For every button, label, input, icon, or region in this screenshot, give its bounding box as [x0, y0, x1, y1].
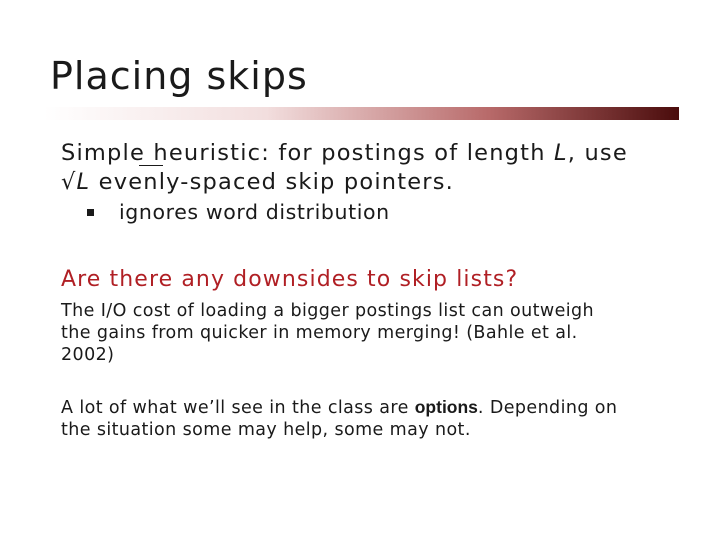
paragraph-io-cost: The I/O cost of loading a bigger postings list can outweigh the gains from quicker in memory merging! (Bahle et al. 2002) — [61, 301, 595, 365]
sqrt-sign: √ — [61, 169, 77, 195]
variable-l-root: L — [76, 169, 91, 195]
variable-l: L — [554, 140, 568, 166]
options-emphasis: options — [414, 397, 478, 417]
square-bullet-icon — [87, 209, 94, 216]
sqrt-overline — [139, 165, 163, 166]
title-gradient-bar — [44, 107, 679, 120]
heuristic-line-1: Simple heuristic: for postings of length L, use — [61, 140, 628, 166]
bullet-text: ignores word distribution — [119, 200, 390, 224]
question-heading: Are there any downsides to skip lists? — [61, 267, 519, 292]
paragraph-options: A lot of what we’ll see in the class are options. Depending on the situation some may help, some may not. — [61, 397, 618, 440]
heuristic-line-2: √L evenly-spaced skip pointers. — [61, 168, 628, 197]
slide-title: Placing skips — [50, 54, 308, 98]
heuristic-text — [61, 139, 628, 197]
bullet-item — [87, 200, 390, 224]
